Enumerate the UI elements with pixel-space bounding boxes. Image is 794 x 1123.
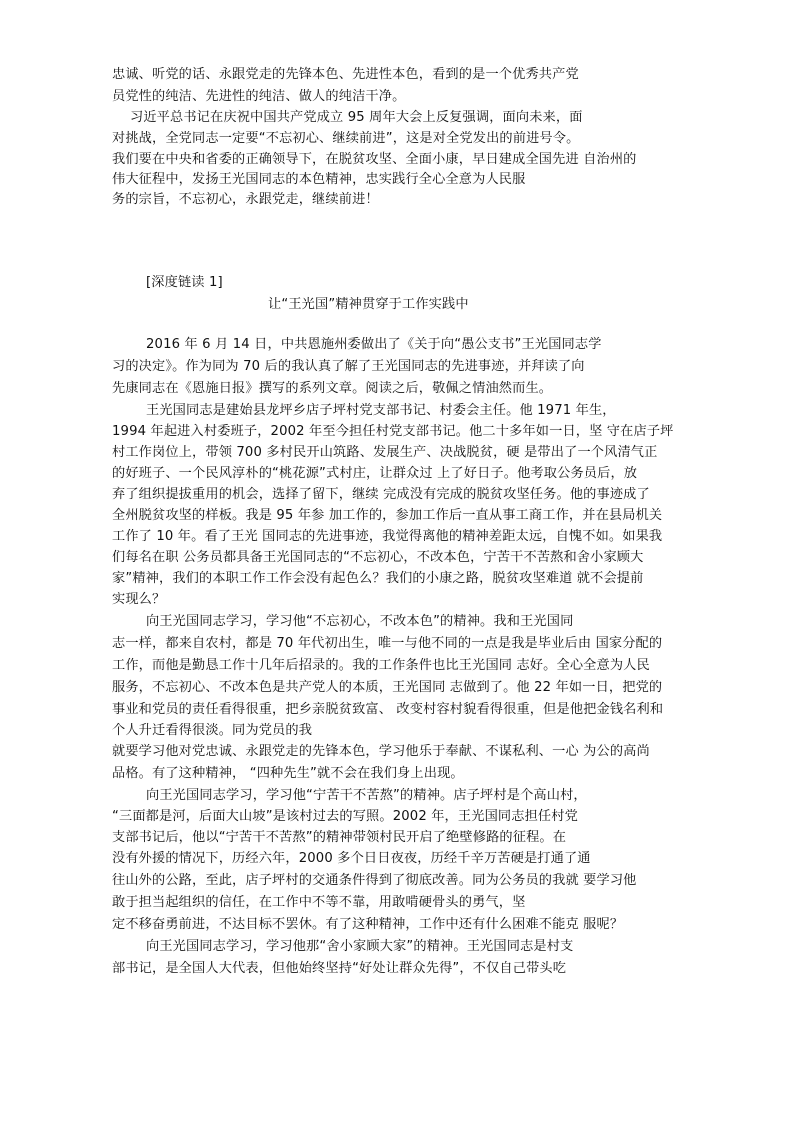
paragraph-line: 向王光国同志学习，学习他“不忘初心，不改本色”的精神。我和王光国同 xyxy=(146,614,574,629)
paragraph-line: 就要学习他对党忠诚、永跟党走的先锋本色，学习他乐于奉献、不谋私利、一心 为公的高尚 xyxy=(112,744,650,759)
paragraph-line: 忠诚、听党的话、永跟党走的先锋本色、先进性本色，看到的是一个优秀共产党 xyxy=(112,67,579,82)
paragraph-line: 事业和党员的责任看得很重，把乡亲脱贫致富、 改变村容村貌看得很重，但是他把金钱名利和 xyxy=(112,702,664,717)
paragraph-line: 向王光国同志学习，学习他“宁苦干不苦熬”的精神。店子坪村是个高山村， xyxy=(146,788,587,803)
paragraph-line: 村工作岗位上，带领 700 多村民开山筑路、发展生产、决战脱贫，硬 是带出了一个风清气正 xyxy=(112,445,658,460)
paragraph-line: 部书记，是全国人大代表，但他始终坚持“好处让群众先得”，不仅自己带头吃 xyxy=(112,961,567,976)
paragraph-line: 志一样，都来自农村，都是 70 年代初出生，唯一与他不同的一点是我是毕业后由 国家分配的 xyxy=(112,636,663,651)
paragraph-line: 王光国同志是建始县龙坪乡店子坪村党支部书记、村委会主任。他 1971 年生， xyxy=(146,403,616,418)
paragraph-line: 定不移奋勇前进，不达目标不罢休。有了这种精神，工作中还有什么困难不能克 服呢？ xyxy=(112,917,624,932)
paragraph-line: 个人升迁看得很淡。同为党员的我 xyxy=(112,723,313,738)
paragraph-line: 实现么？ xyxy=(112,592,166,607)
section-tag: [深度链读 1] xyxy=(146,275,223,290)
paragraph-line: 习的决定》。作为同为 70 后的我认真了解了王光国同志的先进事迹，并拜读了向 xyxy=(112,359,585,374)
paragraph-line: 务的宗旨，不忘初心，永跟党走，继续前进！ xyxy=(112,192,379,207)
paragraph-line: 的好班子、一个民风淳朴的“桃花源”式村庄，让群众过 上了好日子。他考取公务员后，放 xyxy=(112,466,638,481)
paragraph-line: 服务，不忘初心、不改本色是共产党人的本质，王光国同 志做到了。他 22 年如一日，把党的 xyxy=(112,680,663,695)
paragraph-line: 支部书记后，他以“宁苦干不苦熬”的精神带领村民开启了绝壁修路的征程。在 xyxy=(112,830,567,845)
section-title: 让“王光国”精神贯穿于工作实践中 xyxy=(268,297,469,312)
paragraph-line: 们每名在职 公务员都具备王光国同志的“不忘初心，不改本色，宁苦干不苦熬和舍小家顾大 xyxy=(112,550,644,565)
paragraph-line: 员党性的纯洁、先进性的纯洁、做人的纯洁干净。 xyxy=(112,89,406,104)
paragraph-line: 家”精神，我们的本职工作工作会没有起色么？我们的小康之路，脱贫攻坚难道 就不会提前 xyxy=(112,571,644,586)
paragraph-line: 品格。有了这种精神， “四种先生”就不会在我们身上出现。 xyxy=(112,766,464,781)
paragraph-line: 先康同志在《恩施日报》撰写的系列文章。阅读之后，敬佩之情油然而生。 xyxy=(112,381,553,396)
paragraph-line: 工作了 10 年。看了王光 国同志的先进事迹，我觉得离他的精神差距太远，自愧不如。如果我 xyxy=(112,529,663,544)
paragraph-line: 1994 年起进入村委班子，2002 年至今担任村党支部书记。他二十多年如一日，坚 守在店子坪 xyxy=(112,424,674,439)
paragraph-line: 习近平总书记在庆祝中国共产党成立 95 周年大会上反复强调，面向未来，面 xyxy=(130,110,583,125)
paragraph-line: 对挑战，全党同志一定要“不忘初心、继续前进”，这是对全党发出的前进号令。 xyxy=(112,131,580,146)
paragraph-line: 工作，而他是勤恳工作十几年后招录的。我的工作条件也比王光国同 志好。全心全意为人民 xyxy=(112,658,650,673)
paragraph-line: 全州脱贫攻坚的样板。我是 95 年参 加工作的，参加工作后一直从事工商工作，并在县局机关 xyxy=(112,508,663,523)
paragraph-line: 没有外援的情况下，历经六年，2000 多个日日夜夜，历经千辛万苦硬是打通了通 xyxy=(112,851,591,866)
paragraph-line: “三面都是河，后面大山坡”是该村过去的写照。2002 年，王光国同志担任村党 xyxy=(112,809,578,824)
paragraph-line: 我们要在中央和省委的正确领导下，在脱贫攻坚、全面小康，早日建成全国先进 自治州的 xyxy=(112,152,637,167)
paragraph-line: 往山外的公路，至此，店子坪村的交通条件得到了彻底改善。同为公务员的我就 要学习他 xyxy=(112,873,637,888)
paragraph-line: 向王光国同志学习，学习他那“舍小家顾大家”的精神。王光国同志是村支 xyxy=(146,939,574,954)
paragraph-line: 敢于担当起组织的信任，在工作中不等不靠，用敢啃硬骨头的勇气，坚 xyxy=(112,895,526,910)
paragraph-line: 伟大征程中，发扬王光国同志的本色精神，忠实践行全心全意为人民服 xyxy=(112,172,526,187)
paragraph-line: 2016 年 6 月 14 日，中共恩施州委做出了《关于向“愚公支书”王光国同志学 xyxy=(146,337,602,352)
paragraph-line: 弃了组织提拔重用的机会，选择了留下，继续 完成没有完成的脱贫攻坚任务。他的事迹成了 xyxy=(112,487,650,502)
